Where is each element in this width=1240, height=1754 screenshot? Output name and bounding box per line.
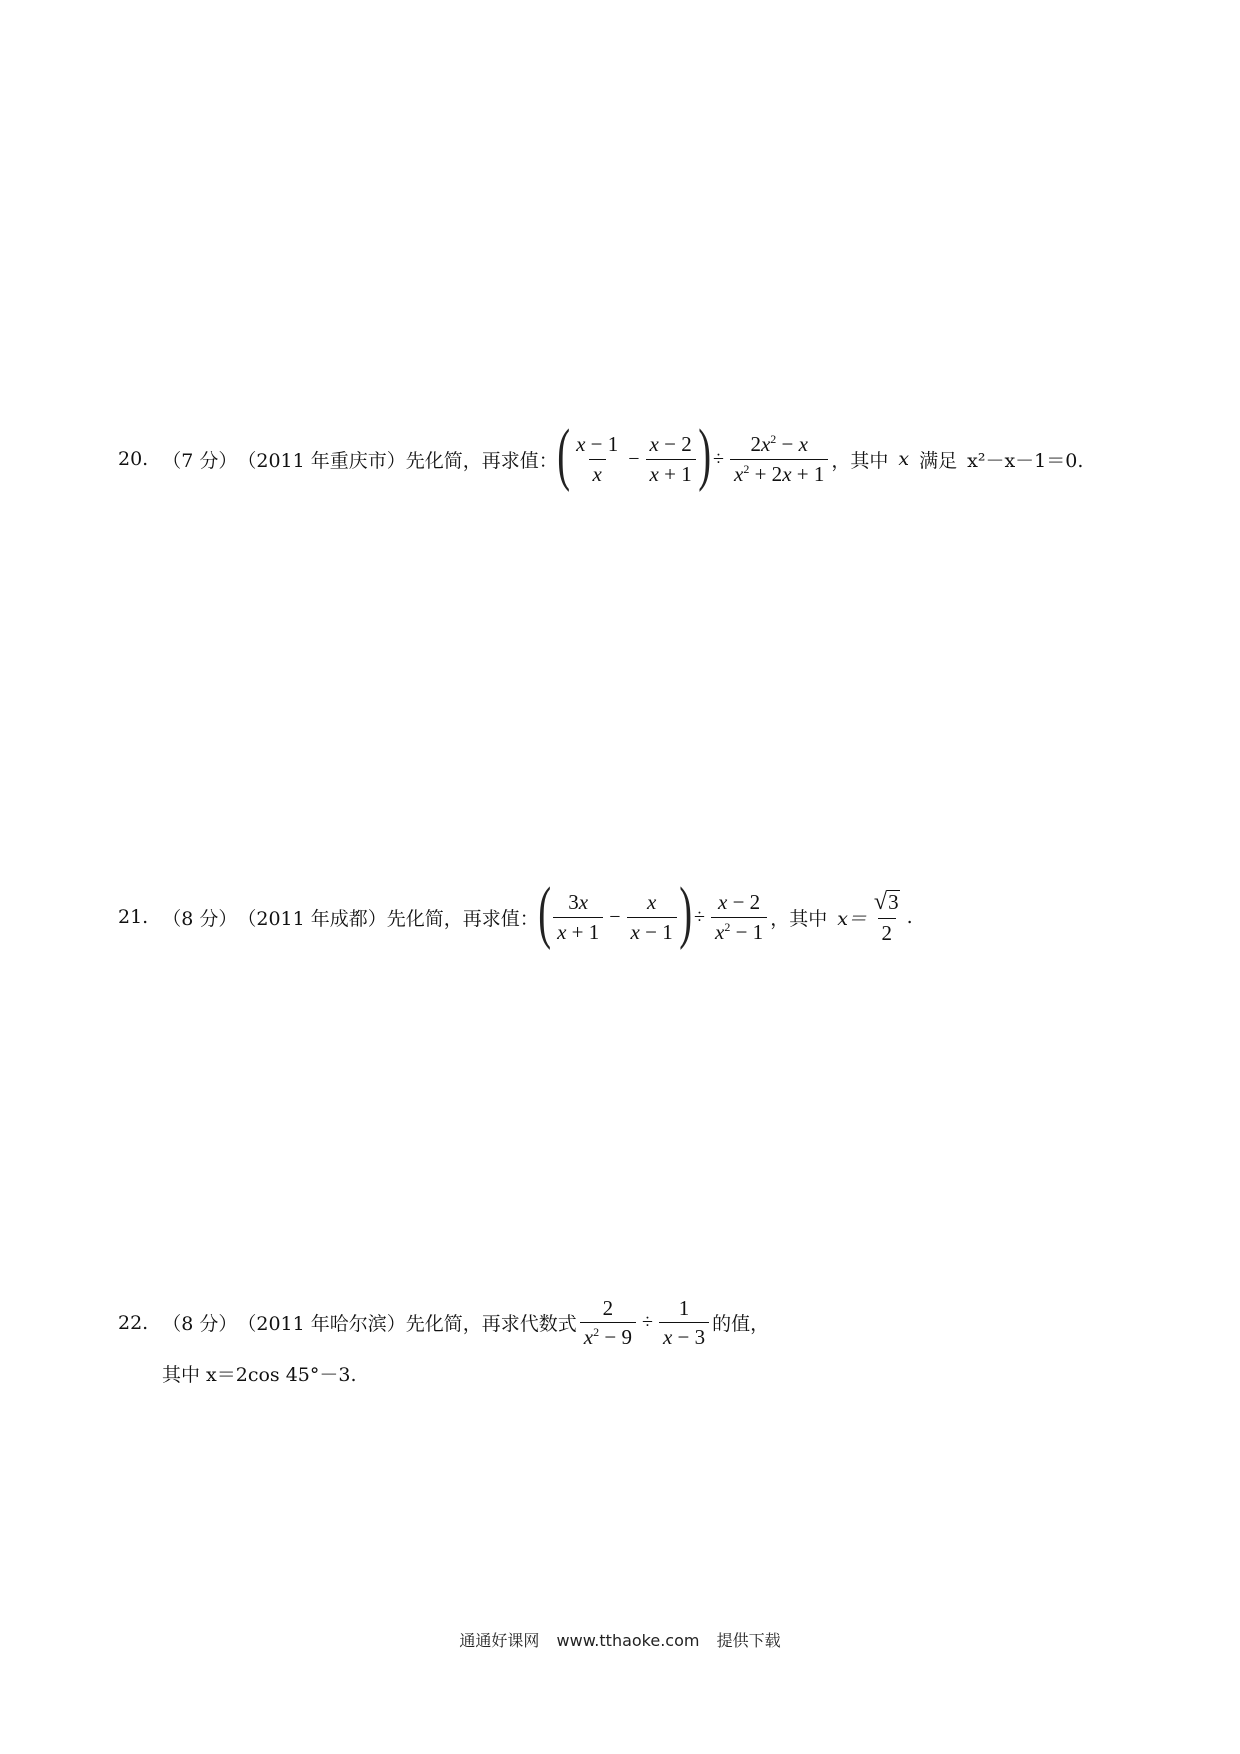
fraction: $\frac{3x}{x + 1}$ xyxy=(553,891,603,942)
fraction: $\frac{x - 1}{x}$ xyxy=(576,432,619,486)
condition-prefix: ，其中 xyxy=(831,449,889,472)
fraction: $\frac{2x^2 - x}{x^2 + 2x + 1}$ xyxy=(730,433,828,484)
math-expression: ( $\frac{x - 1}{x}$ − $\frac{x - 2}{x + 1}$ ) ÷ $\frac{2x^2 - x}{x^2 + 2x + 1}$ xyxy=(558,428,832,490)
question-22-line2: 其中 x＝2cos 45°－3. xyxy=(162,1364,357,1386)
question-20 xyxy=(118,416,1084,493)
condition-prefix: ，其中 xyxy=(770,907,828,930)
question-source: （2011 年重庆市） xyxy=(237,449,406,472)
after-expression: 的值， xyxy=(712,1313,770,1336)
fraction: $\frac{x - 2}{x + 1}$ xyxy=(646,433,696,484)
question-22 xyxy=(118,1297,769,1348)
condition-equation: x²－x－1＝0. xyxy=(967,449,1084,472)
math-value xyxy=(867,890,907,943)
right-paren: ) xyxy=(697,416,711,493)
question-score: （8 分） xyxy=(162,907,238,930)
left-paren: ( xyxy=(538,874,551,951)
question-21 xyxy=(118,874,913,951)
fraction: $\frac{x - 2}{x^2 - 1}$ xyxy=(711,891,767,942)
right-paren: ) xyxy=(678,874,692,951)
question-prompt: 先化简，再求代数式 xyxy=(405,1313,577,1336)
math-expression: ( $\frac{3x}{x + 1}$ − $\frac{x}{x - 1}$ ) ÷ $\frac{x - 2}{x^2 - 1}$ xyxy=(539,886,770,948)
fraction: $\frac{x}{x - 1}$ xyxy=(627,891,677,942)
footer xyxy=(0,1628,1240,1651)
condition-mid: 满足 xyxy=(919,449,958,472)
condition-end: . xyxy=(906,906,913,928)
fraction: √ 3 2 xyxy=(873,889,899,945)
question-prompt: 先化简，再求值： xyxy=(405,449,558,472)
question-number: 21. xyxy=(118,906,149,928)
question-score: （7 分） xyxy=(162,449,238,472)
footer-suffix: 提供下载 xyxy=(716,1631,781,1650)
question-prompt: 先化简，再求值： xyxy=(386,907,539,930)
question-score: （8 分） xyxy=(162,1313,238,1336)
fraction: $\frac{1}{x - 3}$ xyxy=(659,1297,709,1348)
math-expression: $\frac{2}{x^2 - 9}$ ÷ $\frac{1}{x - 3}$ xyxy=(577,1297,712,1348)
question-source: （2011 年成都） xyxy=(237,907,387,930)
fraction: $\frac{2}{x^2 - 9}$ xyxy=(580,1297,636,1348)
footer-site-name: 通通好课网 xyxy=(459,1631,540,1650)
question-number: 20. xyxy=(118,448,149,470)
condition-var: x xyxy=(898,448,910,470)
sqrt: √ 3 xyxy=(873,889,899,916)
question-number: 22. xyxy=(118,1311,149,1334)
footer-url[interactable]: www.tthaoke.com xyxy=(556,1631,700,1650)
left-paren: ( xyxy=(557,416,570,493)
condition-lhs: x＝ xyxy=(837,907,867,930)
question-source: （2011 年哈尔滨） xyxy=(237,1313,406,1336)
